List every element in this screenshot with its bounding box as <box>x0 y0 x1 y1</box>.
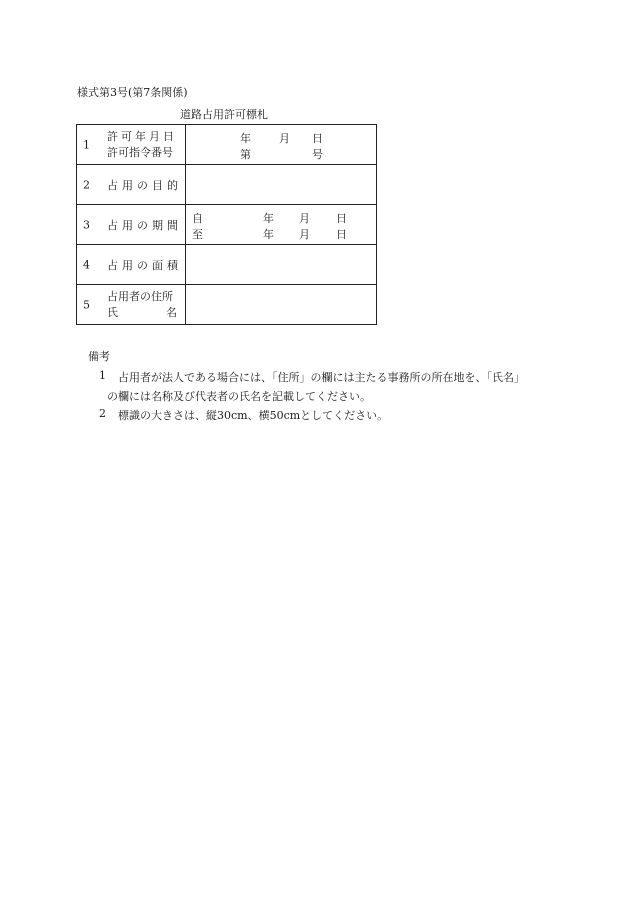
occupant-address-label: 占用者の住所 <box>107 289 173 303</box>
notes-title: 備考 <box>88 350 110 363</box>
period-value-cell <box>186 205 377 245</box>
area-value-cell <box>186 245 377 285</box>
year-text: 年 <box>263 228 274 241</box>
day-text: 日 <box>336 228 347 241</box>
month-text: 月 <box>299 212 310 225</box>
day-text: 日 <box>336 212 347 225</box>
label-cell <box>77 285 186 325</box>
to-text: 至 <box>192 228 203 241</box>
form-label: 様式第3号(第7条関係) <box>77 86 188 99</box>
purpose-value-cell <box>186 165 377 205</box>
table-row <box>77 165 377 205</box>
dai-text: 第 <box>240 148 251 161</box>
note-text: の欄には名称及び代表者の氏名を記載してください。 <box>107 390 371 403</box>
name-label-family: 氏 <box>107 305 118 319</box>
purpose-label: 占用の目的 <box>107 178 182 192</box>
label-cell <box>77 165 186 205</box>
table-row <box>77 125 377 165</box>
label-cell <box>77 205 186 245</box>
note-number: 2 <box>99 407 106 420</box>
label-cell <box>77 245 186 285</box>
table-row <box>77 245 377 285</box>
row-number: 3 <box>83 218 90 231</box>
form-title: 道路占用許可標札 <box>180 108 268 121</box>
note-text: 占用者が法人である場合には、「住所」の欄には主たる事務所の所在地を、「氏名」 <box>118 371 525 384</box>
day-text: 日 <box>312 132 323 145</box>
row-number: 4 <box>83 258 90 271</box>
year-text: 年 <box>240 132 251 145</box>
go-text: 号 <box>312 148 323 161</box>
label-cell <box>77 125 186 165</box>
row-number: 5 <box>83 298 90 311</box>
table-row <box>77 285 377 325</box>
area-label: 占用の面積 <box>107 258 182 272</box>
permit-number-label: 許可指令番号 <box>107 145 173 159</box>
occupant-value-cell <box>186 285 377 325</box>
note-text: 標識の大きさは、縦30cm、横50cmとしてください。 <box>118 409 389 422</box>
row-number: 2 <box>83 178 90 191</box>
permit-table <box>76 124 377 325</box>
row-number: 1 <box>83 138 90 151</box>
period-label: 占用の期間 <box>107 218 182 232</box>
note-number: 1 <box>99 369 106 382</box>
value-cell <box>186 125 377 165</box>
from-text: 自 <box>192 212 203 225</box>
permit-date-label: 許可年月日 <box>107 129 177 143</box>
month-text: 月 <box>299 228 310 241</box>
month-text: 月 <box>279 132 290 145</box>
year-text: 年 <box>263 212 274 225</box>
table-row <box>77 205 377 245</box>
name-label-given: 名 <box>166 305 177 319</box>
